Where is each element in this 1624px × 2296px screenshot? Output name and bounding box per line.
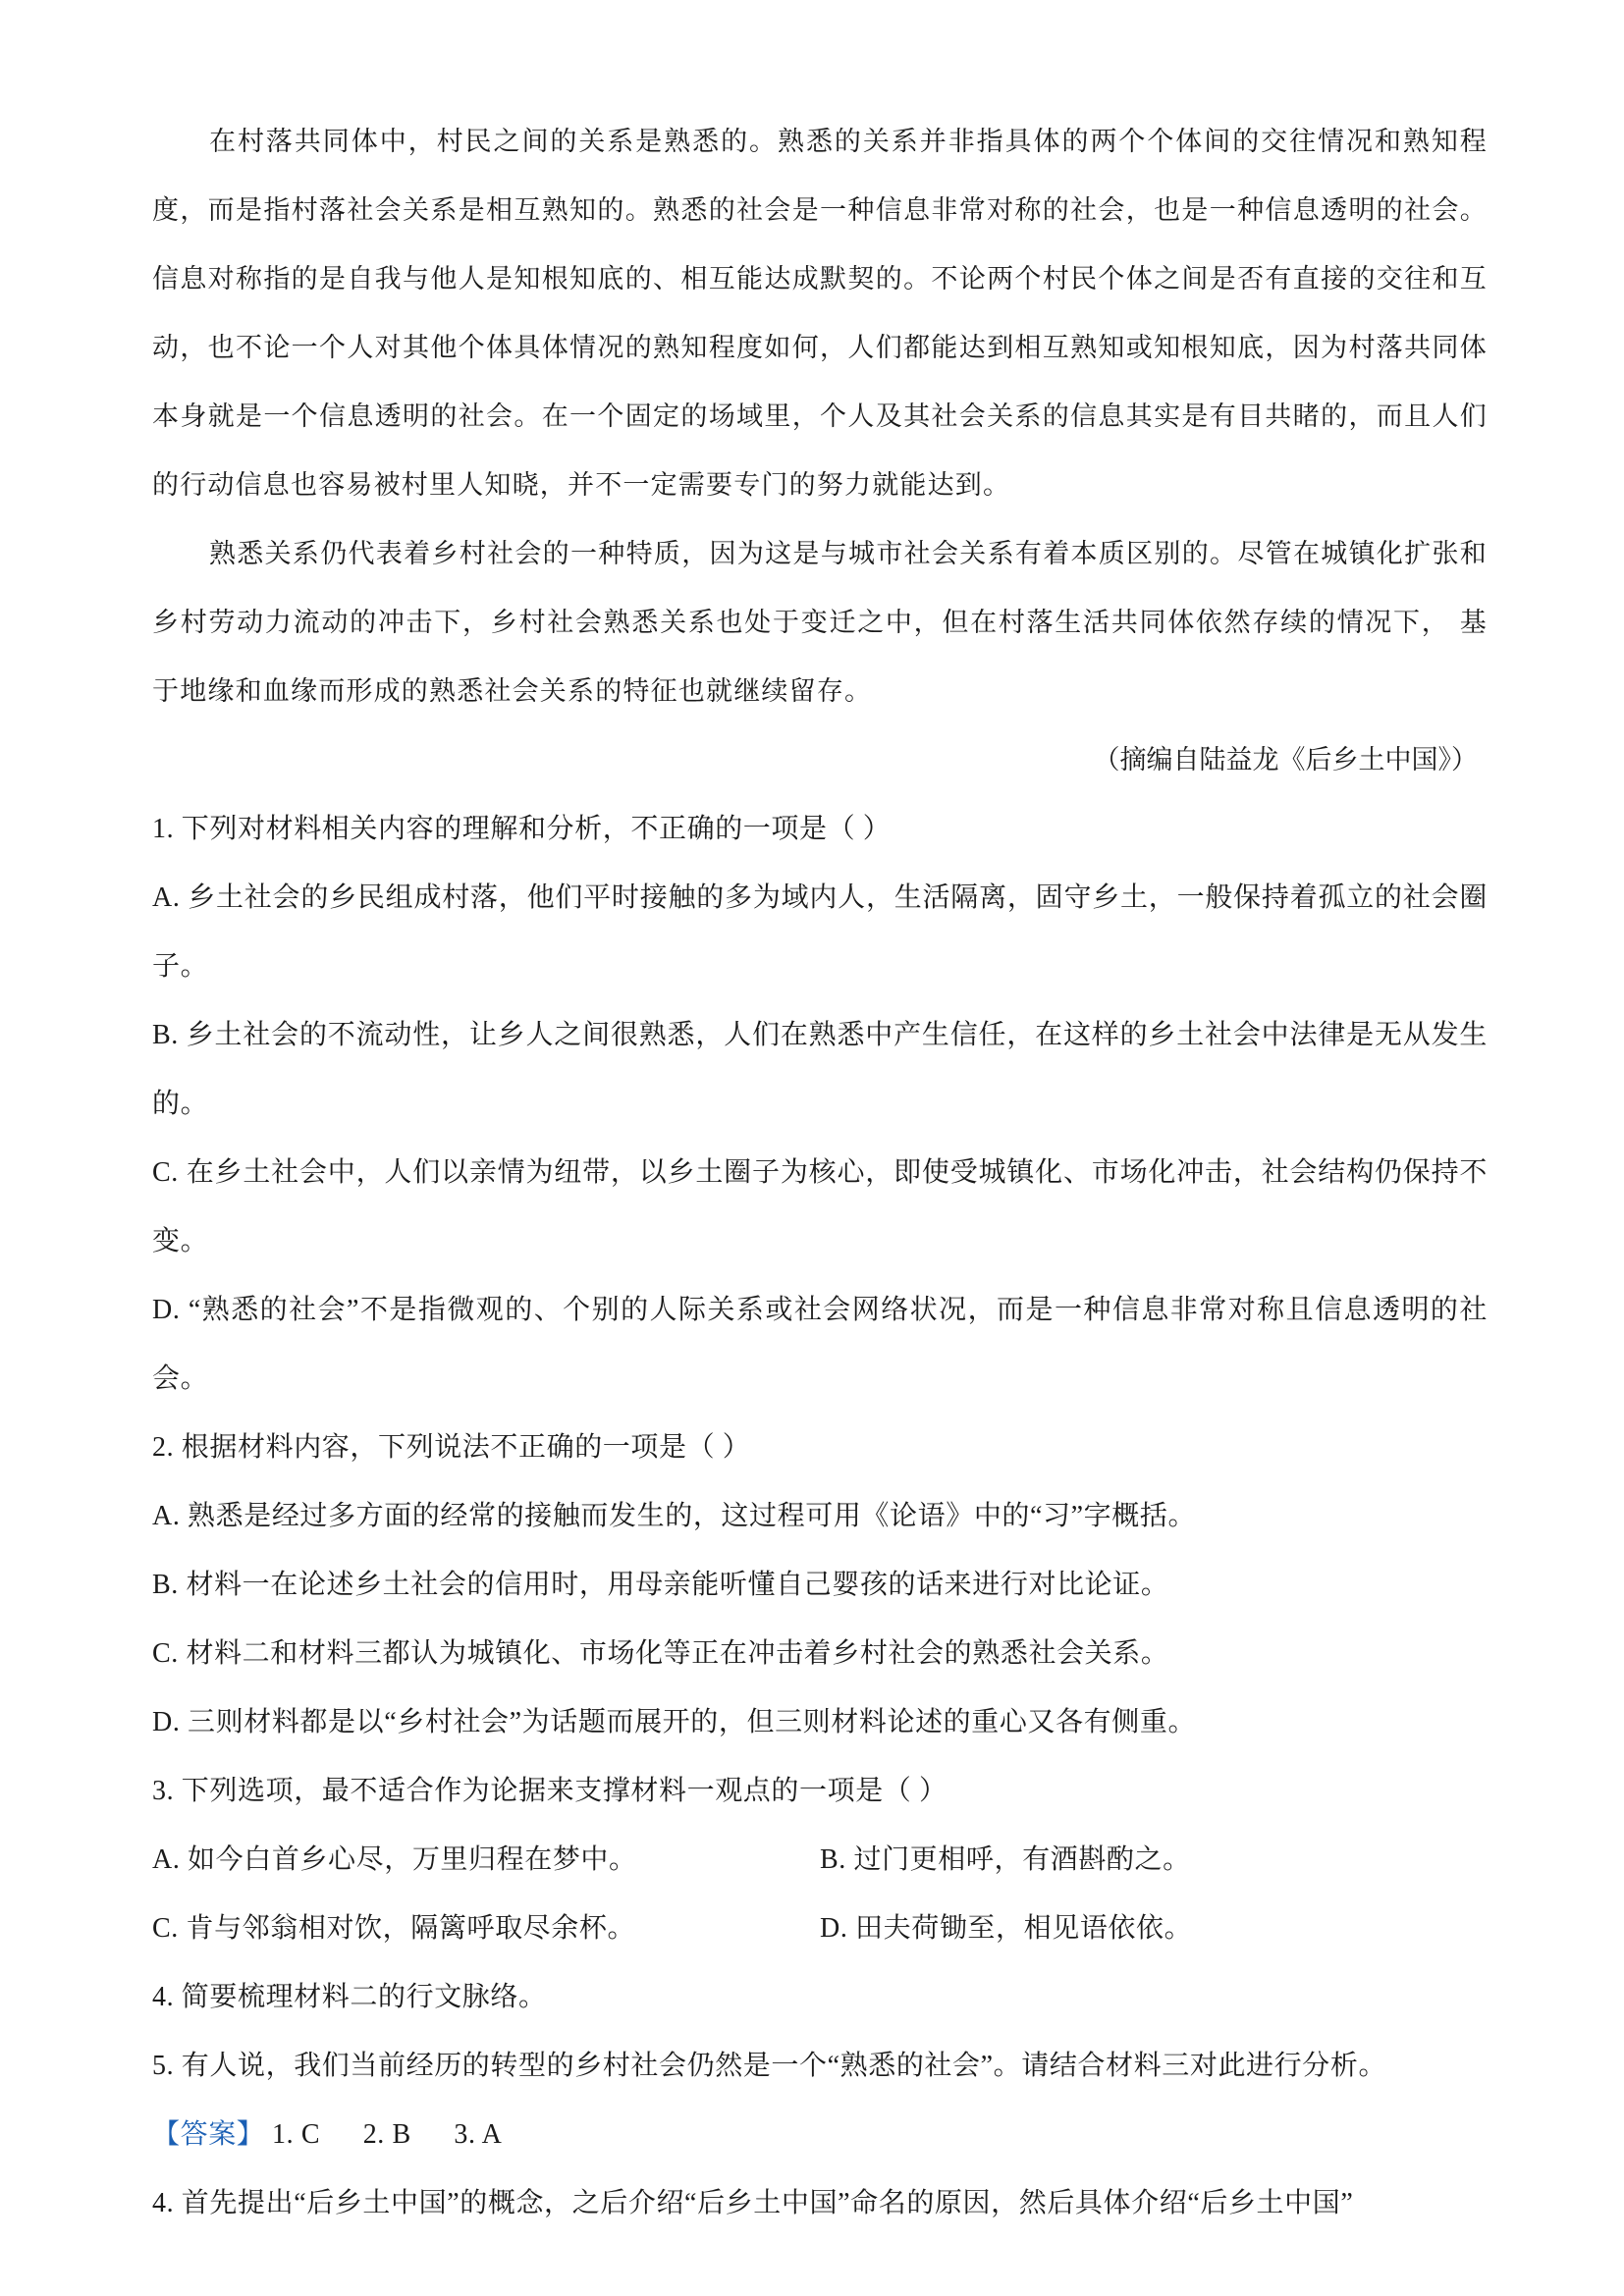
question-2-stem: 2. 根据材料内容，下列说法不正确的一项是（ ） xyxy=(152,1432,751,1463)
answer-line xyxy=(152,2101,1488,2169)
answer-item-3: 3. A xyxy=(454,2119,503,2150)
question-2-option-a: A. 熟悉是经过多方面的经常的接触而发生的，这过程可用《论语》中的“习”字概括。 xyxy=(152,1501,1197,1531)
page-content xyxy=(152,108,1488,2238)
passage-paragraph-2: 熟悉关系仍代表着乡村社会的一种特质，因为这是与城市社会关系有着本质区别的。尽管在城镇化扩张和乡村劳动力流动的冲击下，乡村社会熟悉关系也处于变迁之中，但在村落生活共同体依然存续的情况下， 基于地缘和血缘而形成的熟悉社会关系的特征也就继续留存。 xyxy=(152,539,1488,707)
question-1 xyxy=(152,795,1488,1414)
passage-source: （摘编自陆益龙《后乡土中国》） xyxy=(1093,745,1478,775)
question-2 xyxy=(152,1414,1488,1757)
question-3-row-1 xyxy=(152,1826,1488,1895)
question-3-option-d: D. 田夫荷锄至，相见语依依。 xyxy=(820,1913,1193,1944)
question-3-row-2 xyxy=(152,1895,1488,1963)
question-1-option-a: A. 乡土社会的乡民组成村落，他们平时接触的多为域内人，生活隔离，固守乡土，一般保持着孤立的社会圈子。 xyxy=(152,882,1488,982)
answer-q4: 4. 首先提出“后乡土中国”的概念，之后介绍“后乡土中国”命名的原因，然后具体介绍“后乡土中国” xyxy=(152,2188,1354,2218)
question-3-option-a: A. 如今白首乡心尽，万里归程在梦中。 xyxy=(152,1844,637,1875)
question-2-option-c: C. 材料二和材料三都认为城镇化、市场化等正在冲击着乡村社会的熟悉社会关系。 xyxy=(152,1638,1169,1669)
question-3 xyxy=(152,1757,1488,1963)
question-2-option-b: B. 材料一在论述乡土社会的信用时，用母亲能听懂自己婴孩的话来进行对比论证。 xyxy=(152,1570,1169,1600)
question-1-option-d: D. “熟悉的社会”不是指微观的、个别的人际关系或社会网络状况，而是一种信息非常对称且信息透明的社会。 xyxy=(152,1295,1488,1394)
question-4: 4. 简要梳理材料二的行文脉络。 xyxy=(152,1982,547,2012)
question-1-option-c: C. 在乡土社会中，人们以亲情为纽带，以乡土圈子为核心，即使受城镇化、市场化冲击，社会结构仍保持不变。 xyxy=(152,1157,1488,1256)
question-3-stem: 3. 下列选项，最不适合作为论据来支撑材料一观点的一项是（ ） xyxy=(152,1776,947,1806)
question-3-option-c: C. 肯与邻翁相对饮，隔篱呼取尽余杯。 xyxy=(152,1913,636,1944)
question-1-stem: 1. 下列对材料相关内容的理解和分析，不正确的一项是（ ） xyxy=(152,814,892,844)
answer-item-1: 1. C xyxy=(272,2119,321,2150)
question-1-option-b: B. 乡土社会的不流动性，让乡人之间很熟悉，人们在熟悉中产生信任，在这样的乡土社会中法律是无从发生的。 xyxy=(152,1020,1488,1119)
answer-label: 【答案】 xyxy=(152,2119,265,2150)
answer-item-2: 2. B xyxy=(362,2119,411,2150)
passage-paragraph-1: 在村落共同体中，村民之间的关系是熟悉的。熟悉的关系并非指具体的两个个体间的交往情况和熟知程度，而是指村落社会关系是相互熟知的。熟悉的社会是一种信息非常对称的社会，也是一种信息透明的社会。信息对称指的是自我与他人是知根知底的、相互能达成默契的。不论两个村民个体之间是否有直接的交往和互动，也不论一个人对其他个体具体情况的熟知程度如何，人们都能达到相互熟知或知根知底，因为村落共同体本身就是一个信息透明的社会。在一个固定的场域里，个人及其社会关系的信息其实是有目共睹的，而且人们的行动信息也容易被村里人知晓，并不一定需要专门的努力就能达到。 xyxy=(152,127,1488,501)
question-2-option-d: D. 三则材料都是以“乡村社会”为话题而展开的，但三则材料论述的重心又各有侧重。 xyxy=(152,1707,1197,1737)
question-3-option-b: B. 过门更相呼，有酒斟酌之。 xyxy=(820,1844,1191,1875)
question-5: 5. 有人说，我们当前经历的转型的乡村社会仍然是一个“熟悉的社会”。请结合材料三对此进行分析。 xyxy=(152,2051,1387,2081)
